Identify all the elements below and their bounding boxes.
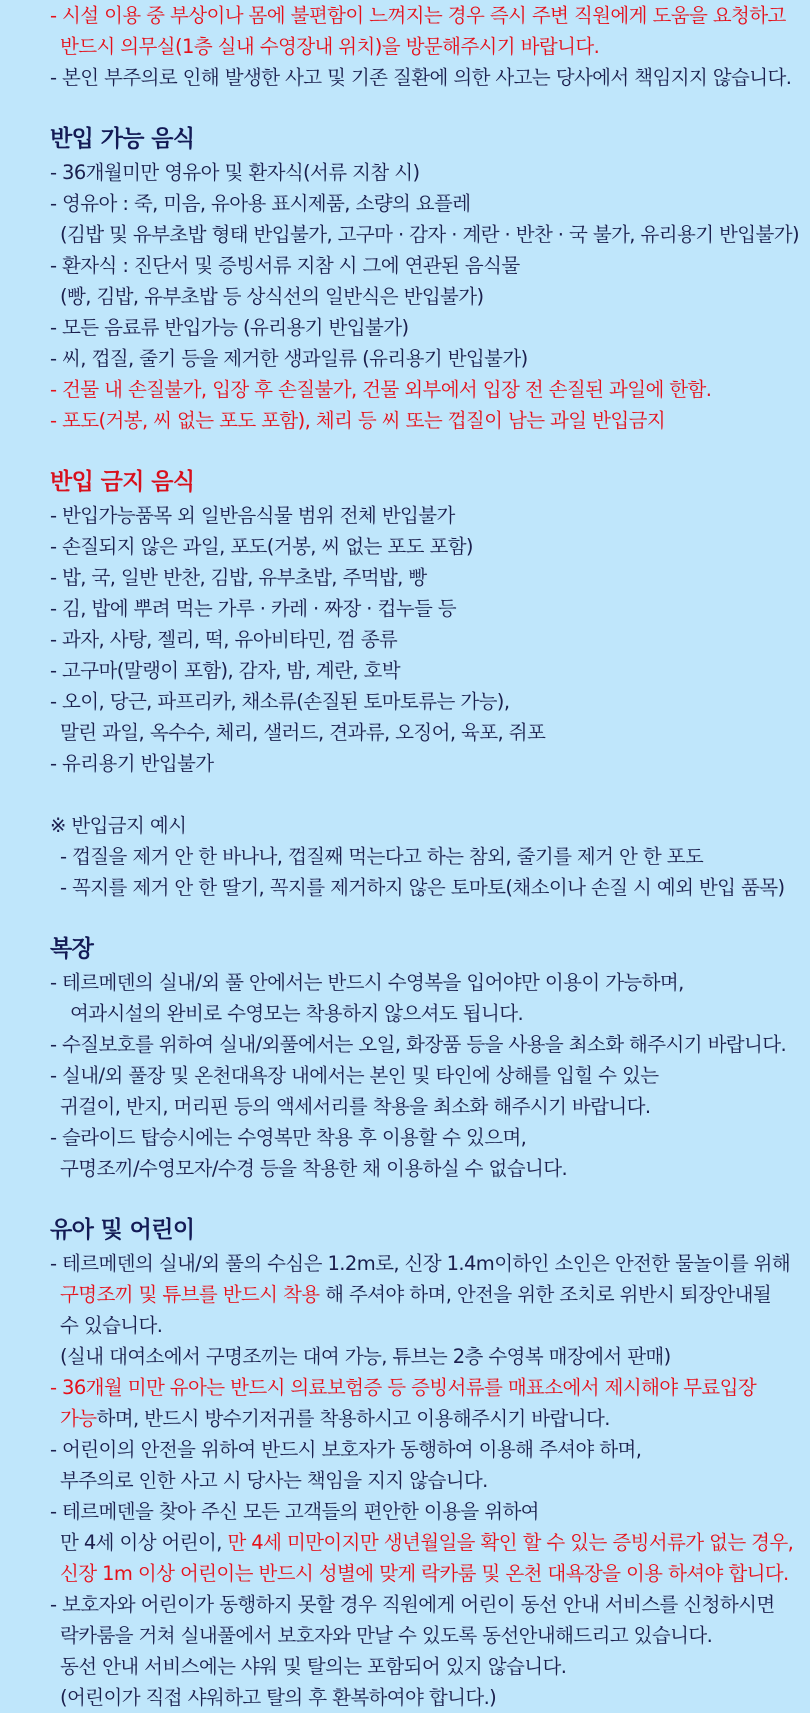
kids-line: 락카룸을 거쳐 실내풀에서 보호자와 만날 수 있도록 동선안내해드리고 있습니다.: [60, 1624, 713, 1647]
banned-line: - 오이, 당근, 파프리카, 채소류(손질된 토마토류는 가능),: [50, 690, 510, 713]
banned-line: - 김, 밥에 뿌려 먹는 가루 · 카레 · 짜장 · 컵누들 등: [50, 597, 457, 620]
banned-line: - 과자, 사탕, 젤리, 떡, 유아비타민, 껌 종류: [50, 628, 398, 651]
allowed-line: - 모든 음료류 반입가능 (유리용기 반입불가): [50, 316, 409, 339]
allowed-line: (빵, 김밥, 유부초밥 등 상식선의 일반식은 반입불가): [60, 285, 484, 308]
kids-line-warning: - 36개월 미만 유아는 반드시 의료보험증 등 증빙서류를 매표소에서 제시해야 무료입장: [50, 1376, 757, 1399]
dress-line: 구명조끼/수영모자/수경 등을 착용한 채 이용하실 수 없습니다.: [60, 1157, 568, 1180]
kids-line: (실내 대여소에서 구명조끼는 대여 가능, 튜브는 2층 수영복 매장에서 판매): [60, 1345, 671, 1368]
kids-line-text: 만 4세 이상 어린이,: [60, 1531, 228, 1554]
intro-line-1: - 시설 이용 중 부상이나 몸에 불편함이 느껴지는 경우 즉시 주변 직원에게 도움을 요청하고: [50, 4, 786, 27]
kids-line-warning: 신장 1m 이상 어린이는 반드시 성별에 맞게 락카룸 및 온천 대욕장을 이용 하셔야 합니다.: [60, 1562, 789, 1585]
banned-line: - 반입가능품목 외 일반음식물 범위 전체 반입불가: [50, 504, 455, 527]
dress-code-heading: 복장: [50, 936, 94, 962]
allowed-line: - 씨, 껍질, 줄기 등을 제거한 생과일류 (유리용기 반입불가): [50, 347, 528, 370]
banned-line: 말린 과일, 옥수수, 체리, 샐러드, 견과류, 오징어, 육포, 쥐포: [60, 721, 546, 744]
banned-example-line: - 꼭지를 제거 안 한 딸기, 꼭지를 제거하지 않은 토마토(채소이나 손질 시 예외 반입 품목): [60, 876, 785, 899]
dress-line: - 실내/외 풀장 및 온천대욕장 내에서는 본인 및 타인에 상해를 입힐 수 있는: [50, 1064, 659, 1087]
kids-line: [50, 1403, 810, 1434]
kids-line: 부주의로 인한 사고 시 당사는 책임을 지지 않습니다.: [60, 1469, 488, 1492]
kids-line: - 어린이의 안전을 위하여 반드시 보호자가 동행하여 이용해 주셔야 하며,: [50, 1438, 642, 1461]
banned-food-heading: 반입 금지 음식: [50, 469, 195, 495]
allowed-food-heading: 반입 가능 음식: [50, 126, 195, 152]
intro-line-2: 반드시 의무실(1층 실내 수영장내 위치)을 방문해주시기 바랍니다.: [60, 35, 600, 58]
banned-example-line: - 껍질을 제거 안 한 바나나, 껍질째 먹는다고 하는 참외, 줄기를 제거 안 한 포도: [60, 845, 704, 868]
kids-heading: 유아 및 어린이: [50, 1217, 195, 1243]
kids-line-highlight: 구명조끼 및 튜브를 반드시 착용: [60, 1283, 320, 1306]
kids-line-highlight: 가능: [60, 1407, 97, 1430]
banned-line: - 손질되지 않은 과일, 포도(거봉, 씨 없는 포도 포함): [50, 535, 473, 558]
dress-line: 여과시설의 완비로 수영모는 착용하지 않으셔도 됩니다.: [70, 1002, 524, 1025]
kids-line: 동선 안내 서비스에는 샤워 및 탈의는 포함되어 있지 않습니다.: [60, 1655, 567, 1678]
kids-line-text: 해 주셔야 하며, 안전을 위한 조치로 위반시 퇴장안내될: [319, 1283, 772, 1306]
kids-line-highlight: 만 4세 미만이지만 생년월일을 확인 할 수 있는 증빙서류가 없는 경우,: [227, 1531, 794, 1554]
banned-line: - 유리용기 반입불가: [50, 752, 214, 775]
kids-line: [50, 1527, 810, 1558]
intro-line-3: - 본인 부주의로 인해 발생한 사고 및 기존 질환에 의한 사고는 당사에서 책임지지 않습니다.: [50, 66, 792, 89]
allowed-line-warning: - 포도(거봉, 씨 없는 포도 포함), 체리 등 씨 또는 껍질이 남는 과일 반입금지: [50, 409, 666, 432]
dress-line: - 테르메덴의 실내/외 풀 안에서는 반드시 수영복을 입어야만 이용이 가능하며,: [50, 971, 684, 994]
allowed-line-warning: - 건물 내 손질불가, 입장 후 손질불가, 건물 외부에서 입장 전 손질된 과일에 한함.: [50, 378, 712, 401]
kids-line: - 테르메덴의 실내/외 풀의 수심은 1.2m로, 신장 1.4m이하인 소인은 안전한 물놀이를 위해: [50, 1252, 791, 1275]
banned-line: - 밥, 국, 일반 반찬, 김밥, 유부초밥, 주먹밥, 빵: [50, 566, 427, 589]
dress-line: - 슬라이드 탑승시에는 수영복만 착용 후 이용할 수 있으며,: [50, 1126, 527, 1149]
dress-line: 귀걸이, 반지, 머리핀 등의 액세서리를 착용을 최소화 해주시기 바랍니다.: [60, 1095, 651, 1118]
kids-line: 수 있습니다.: [60, 1314, 163, 1337]
banned-example-title: ※ 반입금지 예시: [50, 814, 187, 837]
allowed-line: - 영유아 : 죽, 미음, 유아용 표시제품, 소량의 요플레: [50, 192, 471, 215]
allowed-line: - 환자식 : 진단서 및 증빙서류 지참 시 그에 연관된 음식물: [50, 254, 520, 277]
allowed-line: - 36개월미만 영유아 및 환자식(서류 지참 시): [50, 161, 420, 184]
kids-line: - 테르메덴을 찾아 주신 모든 고객들의 편안한 이용을 위하여: [50, 1500, 539, 1523]
dress-line: - 수질보호를 위하여 실내/외풀에서는 오일, 화장품 등을 사용을 최소화 해주시기 바랍니다.: [50, 1033, 787, 1056]
allowed-line: (김밥 및 유부초밥 형태 반입불가, 고구마 · 감자 · 계란 · 반찬 · 국 불가, 유리용기 반입불가): [60, 223, 800, 246]
kids-line: [50, 1279, 810, 1310]
banned-line: - 고구마(말랭이 포함), 감자, 밤, 계란, 호박: [50, 659, 400, 682]
kids-line: - 보호자와 어린이가 동행하지 못할 경우 직원에게 어린이 동선 안내 서비스를 신청하시면: [50, 1593, 775, 1616]
kids-line-text: 하며, 반드시 방수기저귀를 착용하시고 이용해주시기 바랍니다.: [96, 1407, 610, 1430]
kids-line: (어린이가 직접 샤워하고 탈의 후 환복하여야 합니다.): [60, 1686, 497, 1709]
